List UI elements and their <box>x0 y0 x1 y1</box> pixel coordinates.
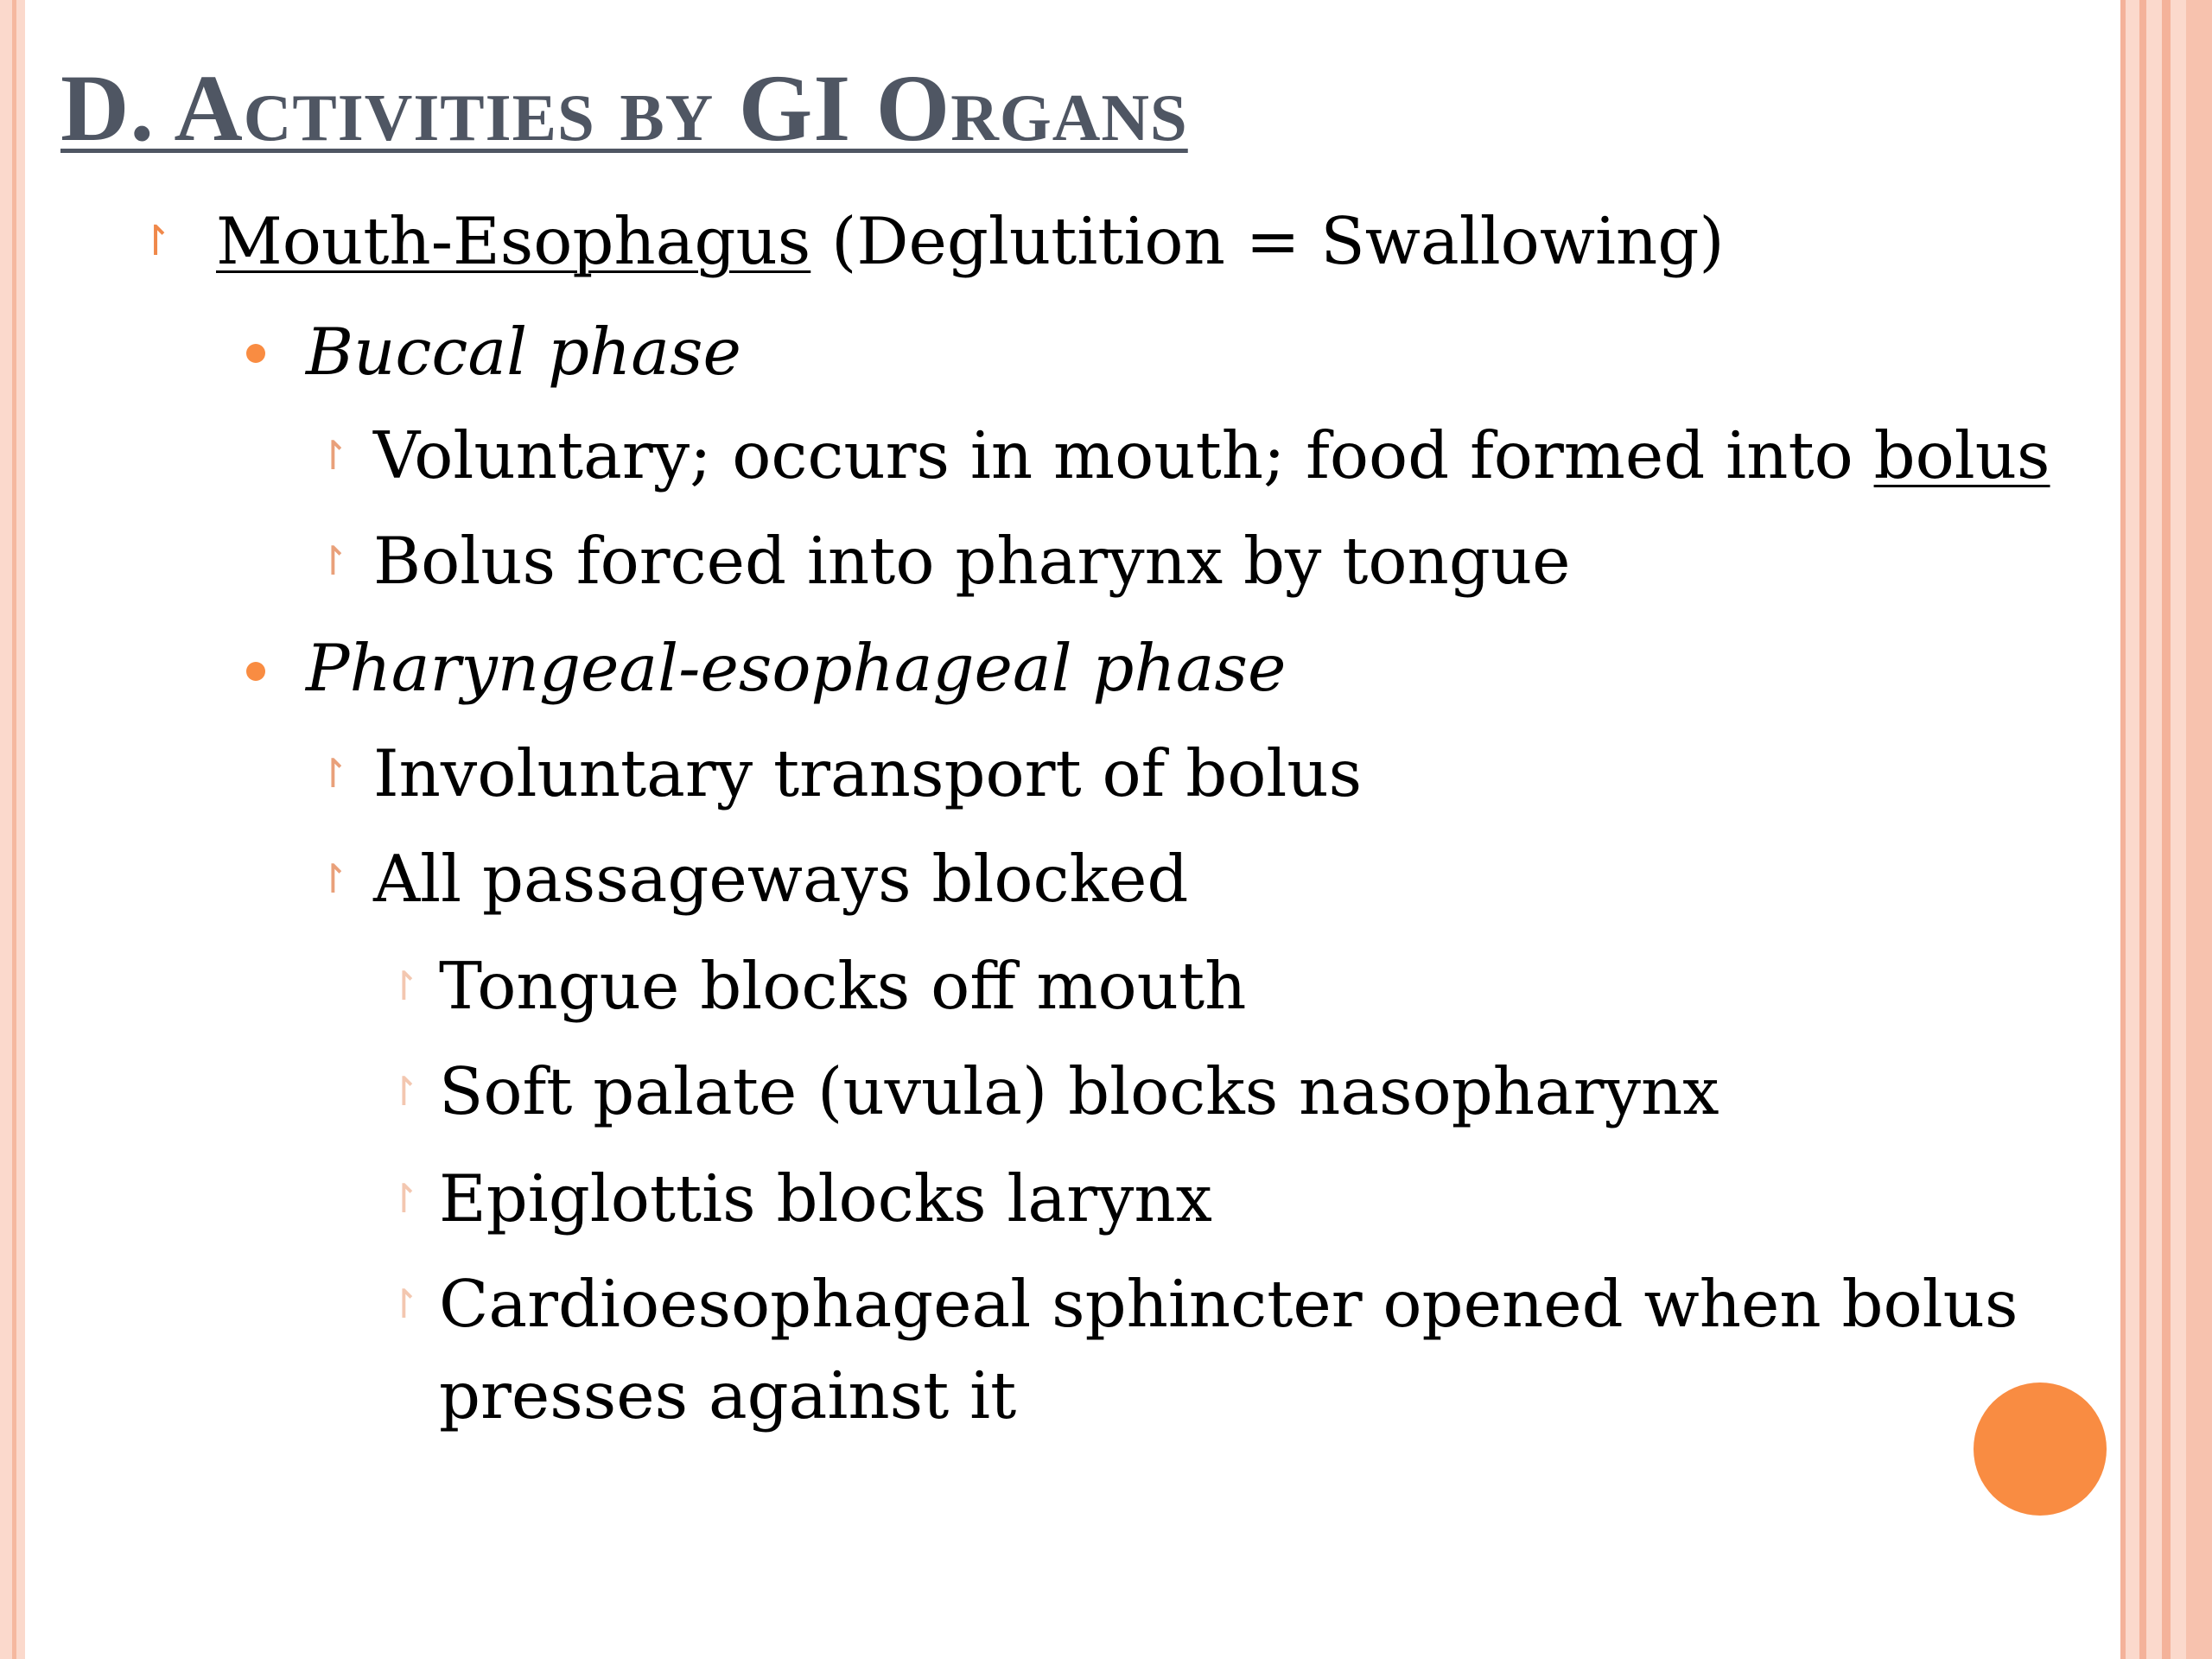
hook-bullet-icon: ↾ <box>316 750 350 797</box>
list-item: Buccal phase <box>306 314 741 390</box>
list-item <box>216 195 1725 287</box>
right-border-stripe <box>2120 0 2126 1659</box>
list-item-text: Voluntary; occurs in mouth; food formed into <box>373 417 1874 493</box>
orange-circle-decoration <box>1974 1382 2107 1516</box>
hook-bullet-icon: ↾ <box>138 217 174 265</box>
list-item: All passageways blocked <box>373 841 1189 917</box>
hook-bullet-icon: ↾ <box>316 537 350 584</box>
hook-bullet-icon: ↾ <box>316 855 350 902</box>
list-item: Cardioesophageal sphincter opened when bolus <box>439 1266 2018 1342</box>
list-item-continuation: presses against it <box>439 1357 1017 1433</box>
list-item: Bolus forced into pharynx by tongue <box>373 523 1571 599</box>
right-border-stripe <box>2162 0 2171 1659</box>
hook-bullet-icon: ↾ <box>387 1175 421 1222</box>
hook-bullet-icon: ↾ <box>387 1281 421 1327</box>
dot-bullet-icon <box>246 662 265 681</box>
list-item: Pharyngeal-esophageal phase <box>306 630 1287 706</box>
right-border-stripe <box>2186 0 2212 1659</box>
slide-title: D. Activities by GI Organs <box>60 55 1188 161</box>
left-border-stripe <box>12 0 16 1659</box>
topic-heading: Mouth-Esophagus <box>216 203 811 279</box>
list-item: Soft palate (uvula) blocks nasopharynx <box>439 1053 1719 1129</box>
topic-subtitle: (Deglutition = Swallowing) <box>810 203 1725 279</box>
list-item: Involuntary transport of bolus <box>373 735 1363 811</box>
list-item: Epiglottis blocks larynx <box>439 1160 1212 1236</box>
bolus-term: bolus <box>1873 417 2050 493</box>
right-border-stripe <box>2139 0 2146 1659</box>
hook-bullet-icon: ↾ <box>387 1068 421 1115</box>
list-item: Tongue blocks off mouth <box>439 948 1247 1024</box>
dot-bullet-icon <box>246 344 265 363</box>
list-item <box>373 410 2050 501</box>
hook-bullet-icon: ↾ <box>316 432 350 479</box>
hook-bullet-icon: ↾ <box>387 963 421 1009</box>
